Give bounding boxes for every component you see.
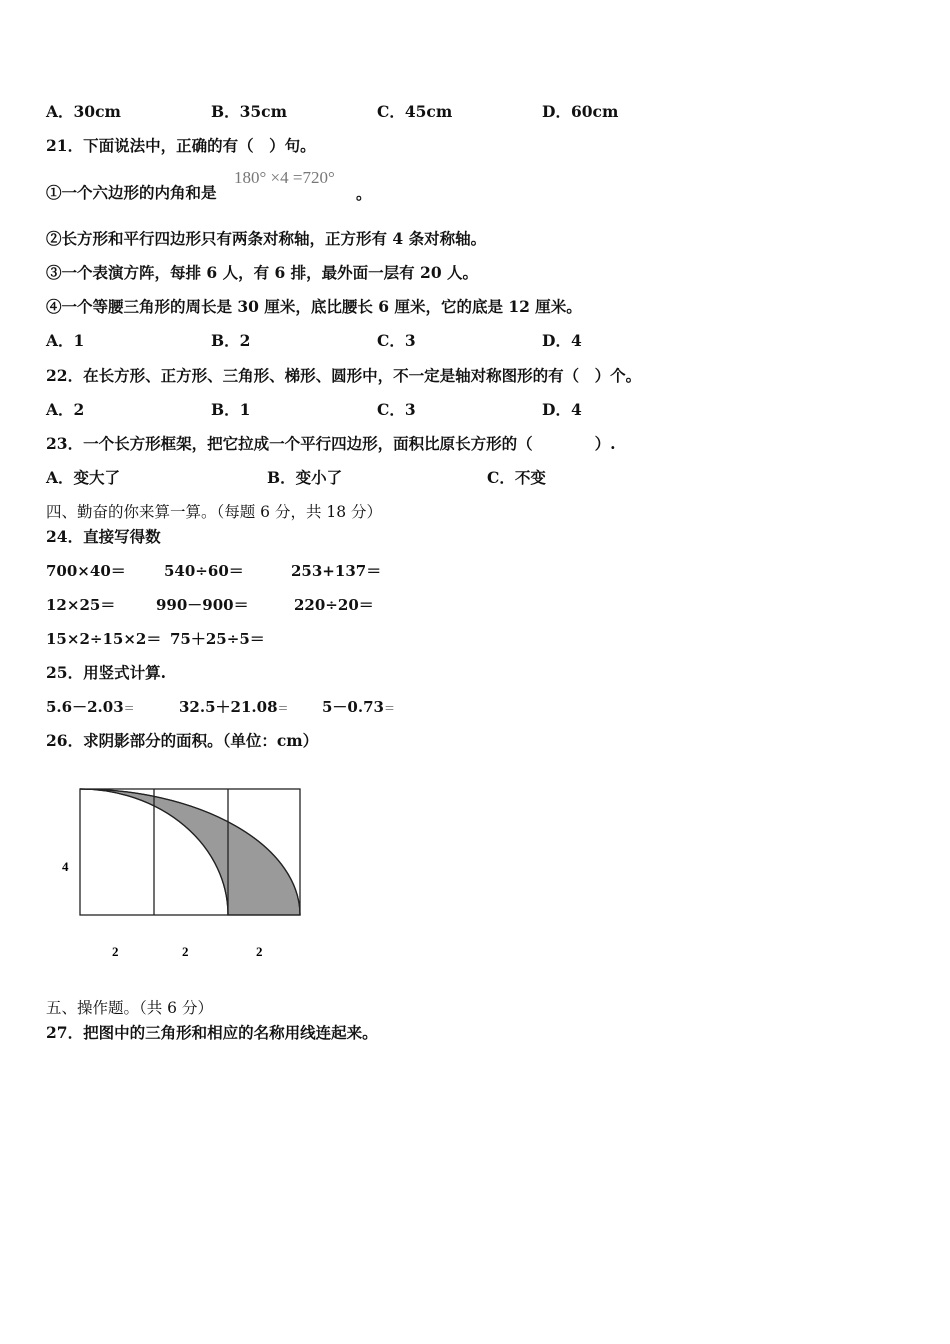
q25-item-3	[322, 697, 395, 719]
q21-statement-2: ②长方形和平行四边形只有两条对称轴，正方形有 4 条对称轴。	[46, 229, 487, 248]
q24-item-3: 253+137＝	[291, 562, 382, 580]
q21-option-a: A．1	[46, 331, 85, 350]
q22-stem: 22．在长方形、正方形、三角形、梯形、圆形中，不一定是轴对称图形的有（ ）个。	[46, 366, 642, 385]
q25-stem: 25．用竖式计算.	[46, 663, 166, 682]
q25-item-1-eq: ＝	[123, 702, 135, 715]
q25-item-2-expr: 32.5＋21.08	[179, 698, 278, 716]
q25-item-2-eq: ＝	[277, 702, 289, 715]
q26-stem: 26．求阴影部分的面积。（单位：cm）	[46, 731, 319, 750]
q22-option-c: C．3	[377, 400, 416, 419]
q20-option-c: C．45cm	[377, 102, 453, 121]
q21-option-c: C．3	[377, 331, 416, 350]
q24-stem: 24．直接写得数	[46, 527, 161, 546]
width-label-1: 2	[112, 944, 119, 959]
section-4-heading: 四、勤奋的你来算一算。（每题 6 分，共 18 分）	[46, 503, 383, 521]
q25-item-3-eq: ＝	[383, 702, 395, 715]
q23-stem: 23．一个长方形框架，把它拉成一个平行四边形，面积比原长方形的（ ）.	[46, 434, 616, 453]
q21-stem: 21．下面说法中，正确的有（ ）句。	[46, 136, 316, 155]
q20-option-b: B．35cm	[211, 102, 288, 121]
width-label-3: 2	[256, 944, 263, 959]
q25-item-3-expr: 5－0.73	[322, 698, 384, 716]
q24-item-6: 220÷20＝	[294, 596, 374, 614]
section-5-heading: 五、操作题。（共 6 分）	[46, 999, 213, 1017]
q25-item-1-expr: 5.6－2.03	[46, 698, 124, 716]
q21-option-b: B．2	[211, 331, 251, 350]
q23-option-b: B．变小了	[267, 468, 343, 487]
q22-option-a: A．2	[46, 400, 85, 419]
height-label: 4	[62, 859, 69, 874]
q25-item-2	[179, 697, 289, 719]
q21-option-d: D．4	[542, 331, 582, 350]
q24-item-4: 12×25＝	[46, 596, 116, 614]
q22-option-b: B．1	[211, 400, 251, 419]
q21-statement-1-suffix: 。	[356, 184, 372, 203]
q22-option-d: D．4	[542, 400, 582, 419]
shaded-region	[80, 789, 300, 915]
q24-item-5: 990－900＝	[156, 596, 249, 614]
q24-item-2: 540÷60＝	[164, 562, 244, 580]
width-label-2: 2	[182, 944, 189, 959]
q27-stem: 27．把图中的三角形和相应的名称用线连起来。	[46, 1023, 378, 1042]
q20-option-d: D．60cm	[542, 102, 619, 121]
q24-item-8: 75＋25÷5＝	[170, 630, 265, 648]
q21-statement-3: ③一个表演方阵，每排 6 人，有 6 排，最外面一层有 20 人。	[46, 263, 479, 282]
q23-option-a: A．变大了	[46, 468, 121, 487]
q21-statement-1-prefix: ①一个六边形的内角和是	[46, 183, 217, 202]
q26-figure	[40, 775, 360, 975]
q23-option-c: C．不变	[487, 468, 546, 487]
q20-option-a: A．30cm	[46, 102, 121, 121]
q21-formula: 180° ×4 =720°	[234, 168, 335, 187]
q24-item-1: 700×40＝	[46, 562, 126, 580]
q21-statement-4: ④一个等腰三角形的周长是 30 厘米，底比腰长 6 厘米，它的底是 12 厘米。	[46, 297, 582, 316]
q24-item-7: 15×2÷15×2＝	[46, 630, 162, 648]
q25-item-1	[46, 697, 135, 719]
